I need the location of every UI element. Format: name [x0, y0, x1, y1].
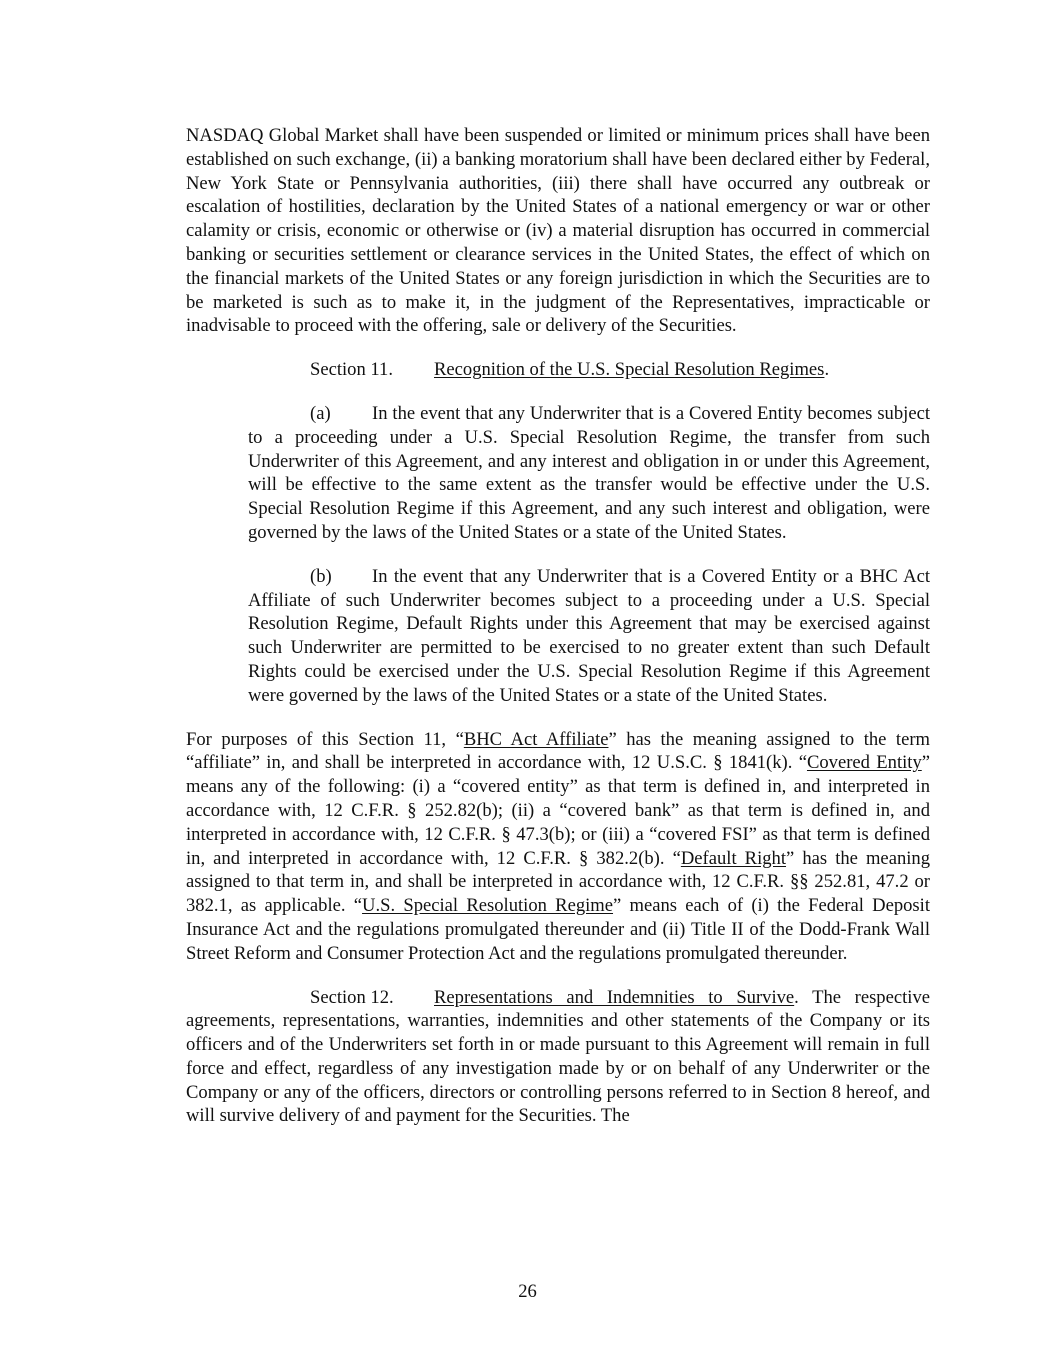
section-12-title: Representations and Indemnities to Survive — [434, 986, 795, 1008]
section-12-text: . The respective agreements, representations, warranties, indemnities and other statements of the Company or its officers and of the Underwriters set forth in or made pursuant to this Agreement will remain in full force and effect, regardless of any investigation made by or on behalf of any Underwriter or the Company or any of the officers, directors or controlling persons referred to in Section 8 hereof, and will survive delivery of and payment for the Securities. The — [186, 986, 930, 1127]
definitions-text-5: ” means each of (i) the Federal Deposit Insurance Act and the regulations promulgated thereunder and (ii) Title II of the Dodd-Frank Wall Street Reform and Consumer Protection Act and the regulations promulgated thereunder. — [186, 895, 930, 964]
section-11-title-period: . — [824, 359, 830, 381]
clause-a-text: In the event that any Underwriter that is a Covered Entity becomes subject to a proceeding under a U.S. Special Resolution Regime, the transfer from such Underwriter of this Agreement, and any interest and obligation in or under this Agreement, will be effective to the same extent as the transfer would be effective under the U.S. Special Resolution Regime if this Agreement, and any such interest and obligation, were governed by the laws of the United States or a state of the United States. — [248, 402, 930, 543]
section-11-heading — [310, 358, 930, 382]
clause-a-label: (a) — [310, 402, 331, 424]
definitions-text-2: ” has the meaning assigned to the term “affiliate” in, and shall be interpreted in accordance with, 12 U.S.C. § 1841(k). “ — [186, 728, 930, 774]
term-bhc-act-affiliate: BHC Act Affiliate — [463, 728, 609, 750]
page-number: 26 — [518, 1281, 537, 1302]
section-11-number: Section 11. — [310, 359, 393, 381]
section-12-number: Section 12. — [310, 986, 394, 1008]
section-12-paragraph — [186, 986, 930, 1129]
document-page — [186, 124, 930, 1128]
clause-b-label: (b) — [310, 565, 332, 587]
definitions-text-3: ” means any of the following: (i) a “covered entity” as that term is defined in, and interpreted in accordance with, 12 C.F.R. § 252.82(b); (ii) a “covered bank” as that term is defined in, and interpreted in accordance with, 12 C.F.R. § 47.3(b); or (iii) a “covered FSI” as that term is defined in, and interpreted in accordance with, 12 C.F.R. § 382.2(b). “ — [186, 752, 931, 869]
term-us-special-resolution-regime: U.S. Special Resolution Regime — [362, 895, 614, 917]
definitions-text-1: For purposes of this Section 11, “ — [186, 728, 464, 750]
term-default-right: Default Right — [680, 847, 787, 869]
section-11-clause-b — [248, 565, 930, 708]
paragraph-termination-conditions: NASDAQ Global Market shall have been suspended or limited or minimum prices shall have been established on such exchange, (ii) a banking moratorium shall have been declared either by Federal, New York State or Pennsylvania authorities, (iii) there shall have occurred any outbreak or escalation of hostilities, declaration by the United States of a national emergency or war or other calamity or crisis, economic or otherwise or (iv) a material disruption has occurred in commercial banking or securities settlement or clearance services in the United States, the effect of which on the financial markets of the United States or any foreign jurisdiction in which the Securities are to be marketed is such as to make it, in the judgment of the Representatives, impracticable or inadvisable to proceed with the offering, sale or delivery of the Securities. — [186, 125, 930, 337]
section-11-title: Recognition of the U.S. Special Resolution Regimes — [434, 359, 825, 381]
definitions-text-4: ” has the meaning assigned to that term in, and shall be interpreted in accordance with, 12 C.F.R. §§ 252.81, 47.2 or 382.1, as applicable. “ — [186, 847, 930, 917]
term-covered-entity: Covered Entity — [806, 752, 922, 774]
section-11-clause-a — [248, 402, 930, 545]
clause-b-text: In the event that any Underwriter that is a Covered Entity or a BHC Act Affiliate of such Underwriter becomes subject to a proceeding under a U.S. Special Resolution Regime, Default Rights under this Agreement that may be exercised against such Underwriter are permitted to be exercised to no greater extent than such Default Rights could be exercised under the U.S. Special Resolution Regime if this Agreement were governed by the laws of the United States or a state of the United States. — [248, 565, 930, 706]
paragraph-definitions — [186, 728, 930, 966]
